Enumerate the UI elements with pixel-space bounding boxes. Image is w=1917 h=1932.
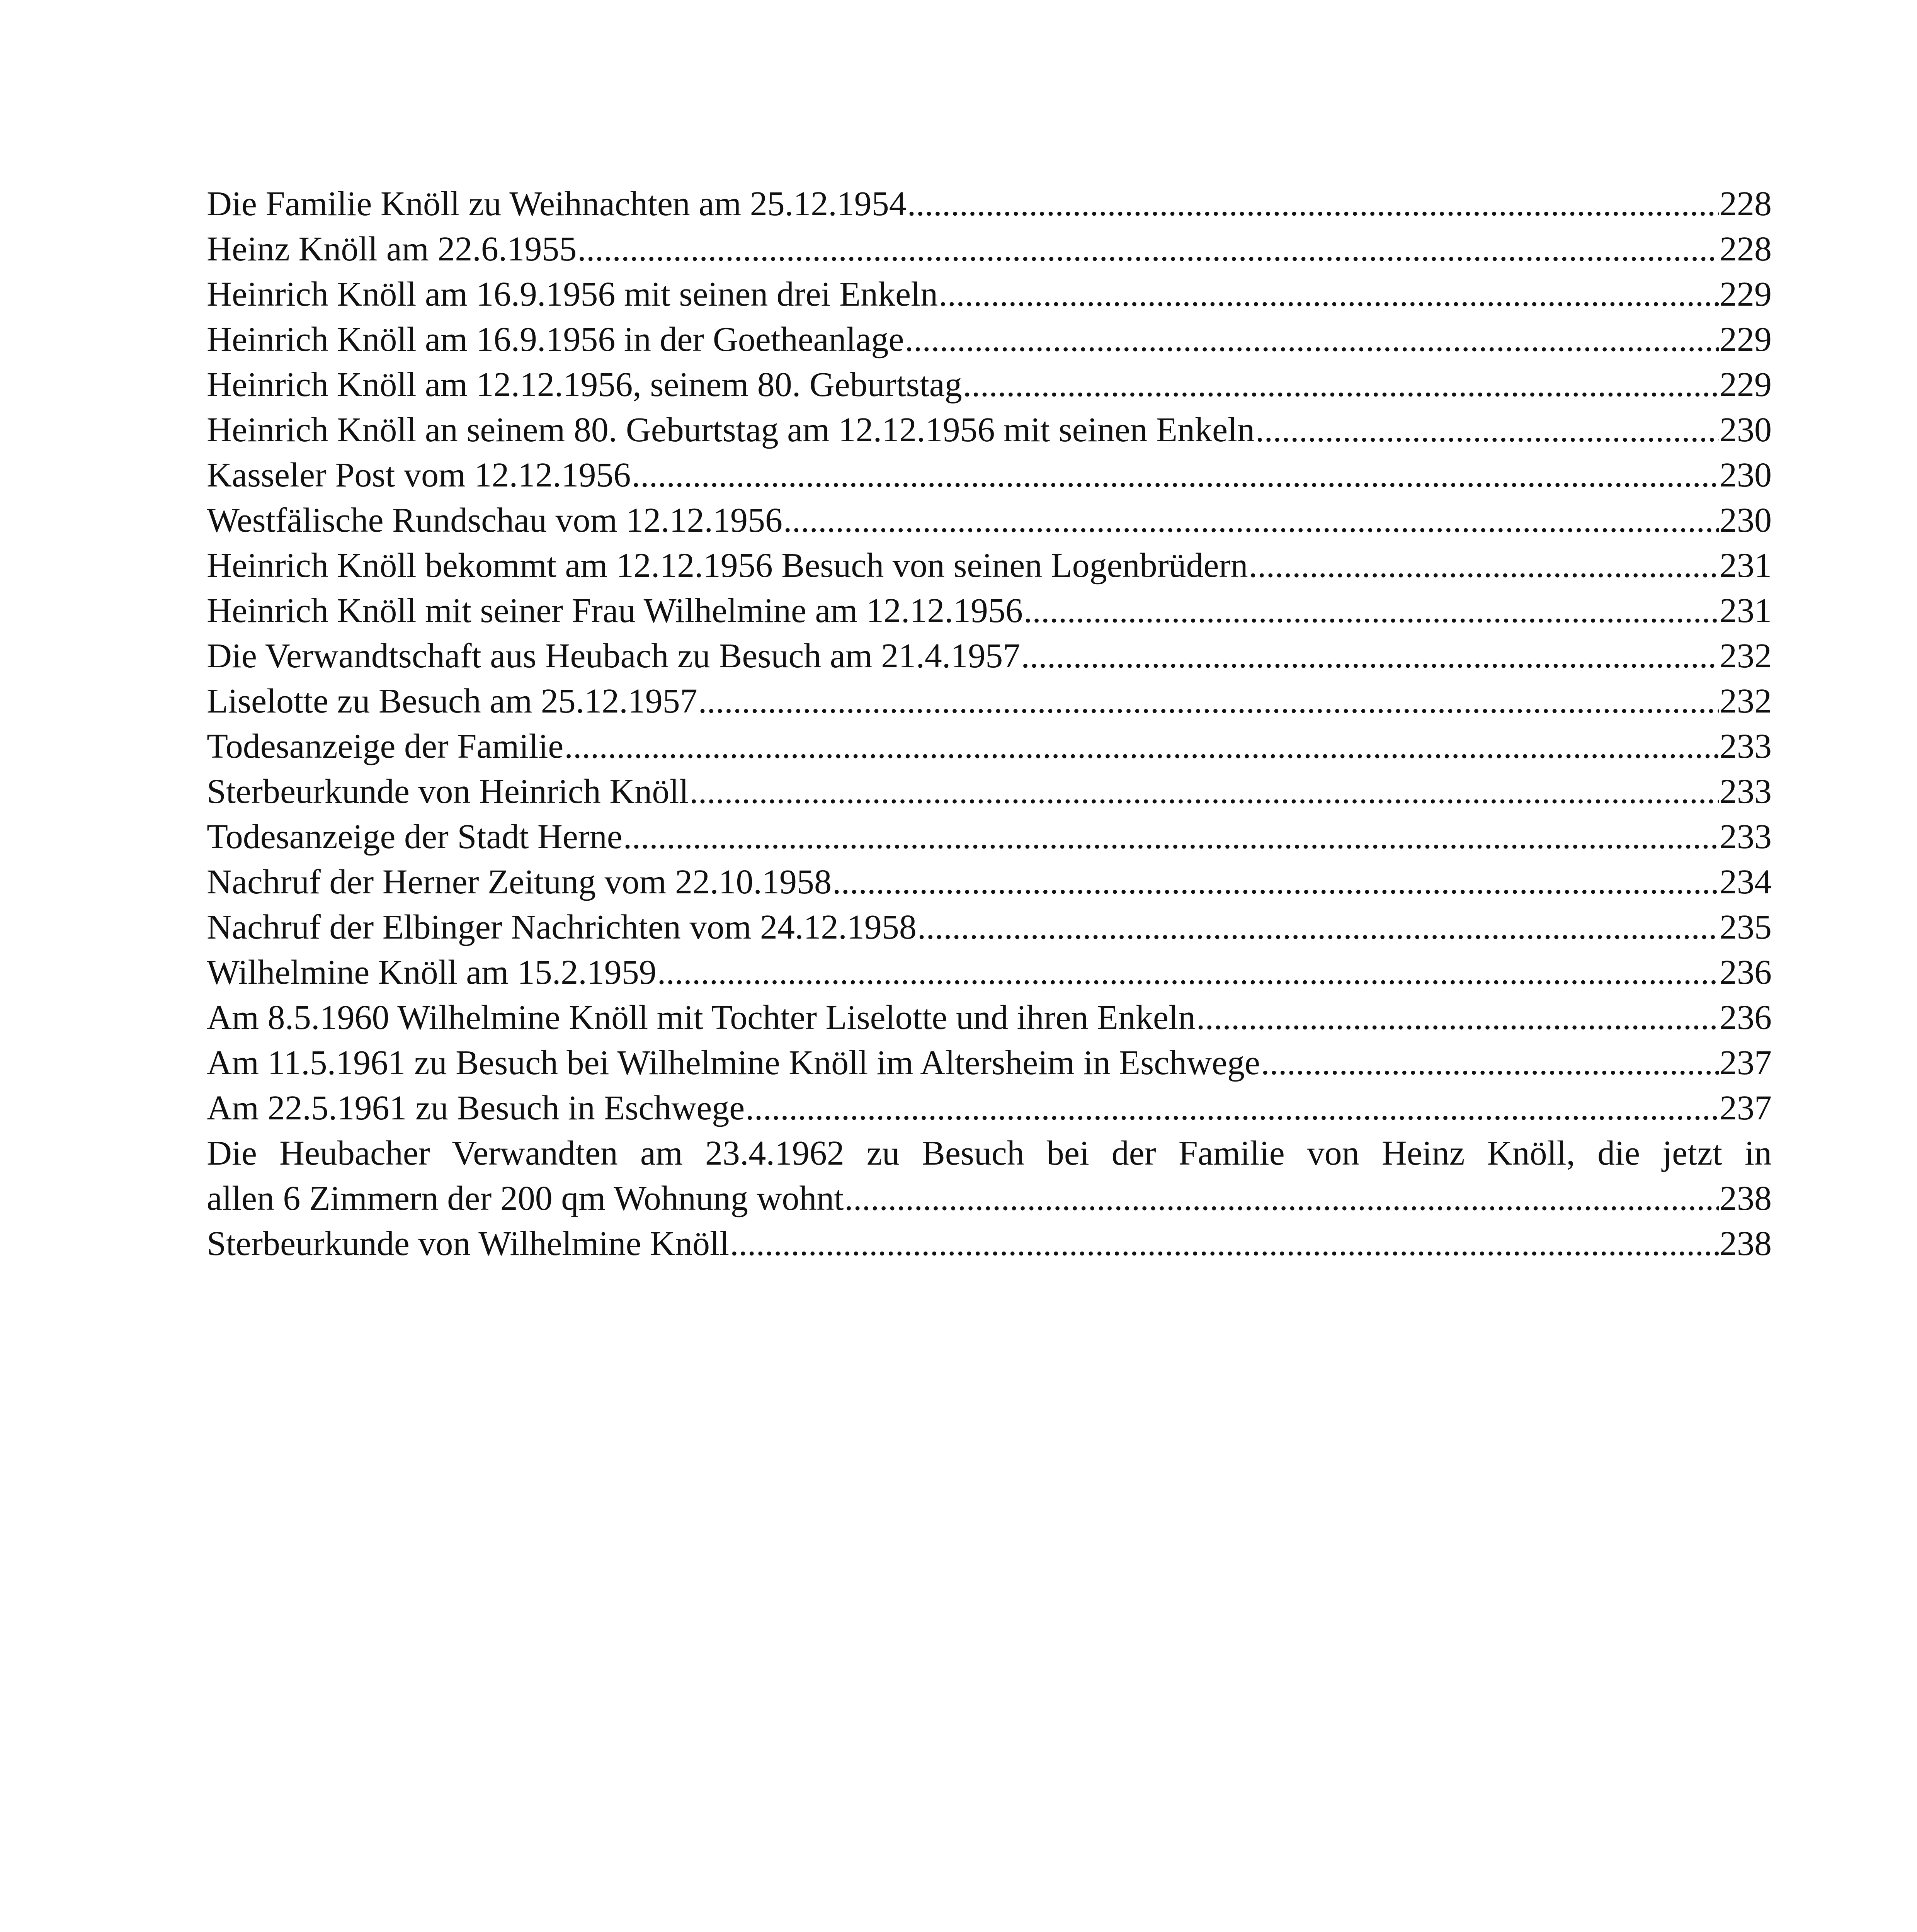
- toc-leader-dots: [745, 1085, 1719, 1131]
- toc-leader-dots: [1196, 995, 1719, 1040]
- toc-page-number: 232: [1720, 682, 1772, 720]
- toc-entry-title: Todesanzeige der Familie: [207, 727, 564, 765]
- toc-entry[interactable]: [207, 181, 1772, 226]
- toc-entry[interactable]: [207, 905, 1772, 950]
- toc-entry-title: Heinrich Knöll am 12.12.1956, seinem 80. Geburtstag: [207, 366, 962, 404]
- toc-leader-dots: [1261, 1040, 1719, 1085]
- toc-leader-dots: [832, 859, 1719, 905]
- toc-entry-title: Heinrich Knöll am 16.9.1956 mit seinen drei Enkeln: [207, 275, 938, 313]
- toc-leader-dots: [730, 1221, 1719, 1266]
- toc-entry-title: Die Familie Knöll zu Weihnachten am 25.12.1954: [207, 185, 907, 223]
- toc-leader-dots: [623, 814, 1719, 859]
- toc-page-number: 235: [1720, 908, 1772, 946]
- toc-entry[interactable]: [207, 679, 1772, 724]
- toc-leader-dots: [1021, 633, 1719, 679]
- toc-leader-dots: [1024, 588, 1719, 633]
- toc-entry[interactable]: [207, 950, 1772, 995]
- toc-entry[interactable]: [207, 452, 1772, 498]
- toc-entry[interactable]: [207, 859, 1772, 905]
- toc-leader-dots: [1249, 543, 1719, 588]
- toc-entry-title: Nachruf der Elbinger Nachrichten vom 24.12.1958: [207, 908, 917, 946]
- toc-entry-title: Sterbeurkunde von Heinrich Knöll: [207, 772, 689, 811]
- toc-entry-title: Westfälische Rundschau vom 12.12.1956: [207, 501, 783, 539]
- toc-entry[interactable]: [207, 272, 1772, 317]
- toc-leader-dots: [907, 181, 1719, 226]
- toc-entry-title: Am 22.5.1961 zu Besuch in Eschwege: [207, 1089, 745, 1127]
- toc-leader-dots: [844, 1176, 1719, 1221]
- toc-page-number: 229: [1720, 366, 1772, 404]
- toc-page-number: 231: [1720, 592, 1772, 630]
- toc-leader-dots: [689, 769, 1719, 814]
- toc-entry[interactable]: [207, 633, 1772, 679]
- toc-entry-title: Heinrich Knöll an seinem 80. Geburtstag am 12.12.1956 mit seinen Enkeln: [207, 411, 1255, 449]
- toc-entry-title: Am 11.5.1961 zu Besuch bei Wilhelmine Knöll im Altersheim in Eschwege: [207, 1044, 1260, 1082]
- toc-leader-dots: [1255, 407, 1719, 452]
- toc-entry[interactable]: [207, 1040, 1772, 1085]
- toc-page-number: 237: [1720, 1044, 1772, 1082]
- toc-leader-dots: [783, 498, 1719, 543]
- toc-entry-title: Die Verwandtschaft aus Heubach zu Besuch am 21.4.1957: [207, 637, 1021, 675]
- toc-page-number: 230: [1720, 411, 1772, 449]
- toc-entry-title: Wilhelmine Knöll am 15.2.1959: [207, 953, 657, 992]
- toc-page-number: 231: [1720, 546, 1772, 585]
- toc-page-number: 228: [1720, 185, 1772, 223]
- toc-entry-title: Heinrich Knöll bekommt am 12.12.1956 Besuch von seinen Logenbrüdern: [207, 546, 1248, 585]
- toc-entry-continuation: [207, 1176, 1772, 1221]
- toc-page-number: 233: [1720, 727, 1772, 765]
- toc-entry-title: Nachruf der Herner Zeitung vom 22.10.1958: [207, 863, 832, 901]
- toc-page-number: 238: [1720, 1179, 1772, 1218]
- toc-leader-dots: [564, 724, 1719, 769]
- toc-entry-title: Heinrich Knöll am 16.9.1956 in der Goetheanlage: [207, 320, 904, 359]
- toc-entry[interactable]: [207, 226, 1772, 272]
- toc-entry-title: Am 8.5.1960 Wilhelmine Knöll mit Tochter Liselotte und ihren Enkeln: [207, 998, 1196, 1037]
- toc-entry-title: Liselotte zu Besuch am 25.12.1957: [207, 682, 697, 720]
- toc-leader-dots: [698, 679, 1719, 724]
- toc-page-number: 238: [1720, 1225, 1772, 1263]
- toc-entry-title: Todesanzeige der Stadt Herne: [207, 818, 623, 856]
- toc-entry[interactable]: [207, 1085, 1772, 1131]
- toc-leader-dots: [657, 950, 1719, 995]
- toc-page-number: 230: [1720, 501, 1772, 539]
- toc-page-number: 233: [1720, 818, 1772, 856]
- toc-leader-dots: [631, 452, 1719, 498]
- toc-entry[interactable]: [207, 995, 1772, 1040]
- toc-page-number: 233: [1720, 772, 1772, 811]
- toc-entry[interactable]: [207, 498, 1772, 543]
- toc-page-number: 229: [1720, 275, 1772, 313]
- table-of-contents: [207, 181, 1772, 1266]
- toc-page-number: 236: [1720, 953, 1772, 992]
- toc-leader-dots: [905, 317, 1719, 362]
- toc-page-number: 230: [1720, 456, 1772, 494]
- toc-entry[interactable]: [207, 724, 1772, 769]
- toc-entry[interactable]: [207, 588, 1772, 633]
- toc-leader-dots: [939, 272, 1719, 317]
- toc-entry[interactable]: [207, 769, 1772, 814]
- toc-page-number: 237: [1720, 1089, 1772, 1127]
- toc-leader-dots: [577, 226, 1719, 272]
- toc-entry[interactable]: [207, 1221, 1772, 1266]
- toc-page-number: 228: [1720, 230, 1772, 268]
- toc-entry[interactable]: [207, 814, 1772, 859]
- toc-entry-title: Kasseler Post vom 12.12.1956: [207, 456, 631, 494]
- toc-page-number: 232: [1720, 637, 1772, 675]
- toc-page-number: 234: [1720, 863, 1772, 901]
- toc-entry[interactable]: [207, 317, 1772, 362]
- toc-page-number: 236: [1720, 998, 1772, 1037]
- toc-entry-title: Heinz Knöll am 22.6.1955: [207, 230, 577, 268]
- toc-leader-dots: [917, 905, 1719, 950]
- toc-entry-title: Sterbeurkunde von Wilhelmine Knöll: [207, 1225, 729, 1263]
- toc-entry-multiline[interactable]: [207, 1131, 1772, 1221]
- toc-entry-title-line2: allen 6 Zimmern der 200 qm Wohnung wohnt: [207, 1179, 844, 1218]
- toc-entry-title: Heinrich Knöll mit seiner Frau Wilhelmine am 12.12.1956: [207, 592, 1023, 630]
- toc-entry[interactable]: [207, 407, 1772, 452]
- toc-leader-dots: [963, 362, 1719, 407]
- toc-entry[interactable]: [207, 543, 1772, 588]
- toc-entry[interactable]: [207, 362, 1772, 407]
- toc-entry-title-line1: Die Heubacher Verwandten am 23.4.1962 zu Besuch bei der Familie von Heinz Knöll, die jetzt in: [207, 1134, 1772, 1172]
- toc-page-number: 229: [1720, 320, 1772, 359]
